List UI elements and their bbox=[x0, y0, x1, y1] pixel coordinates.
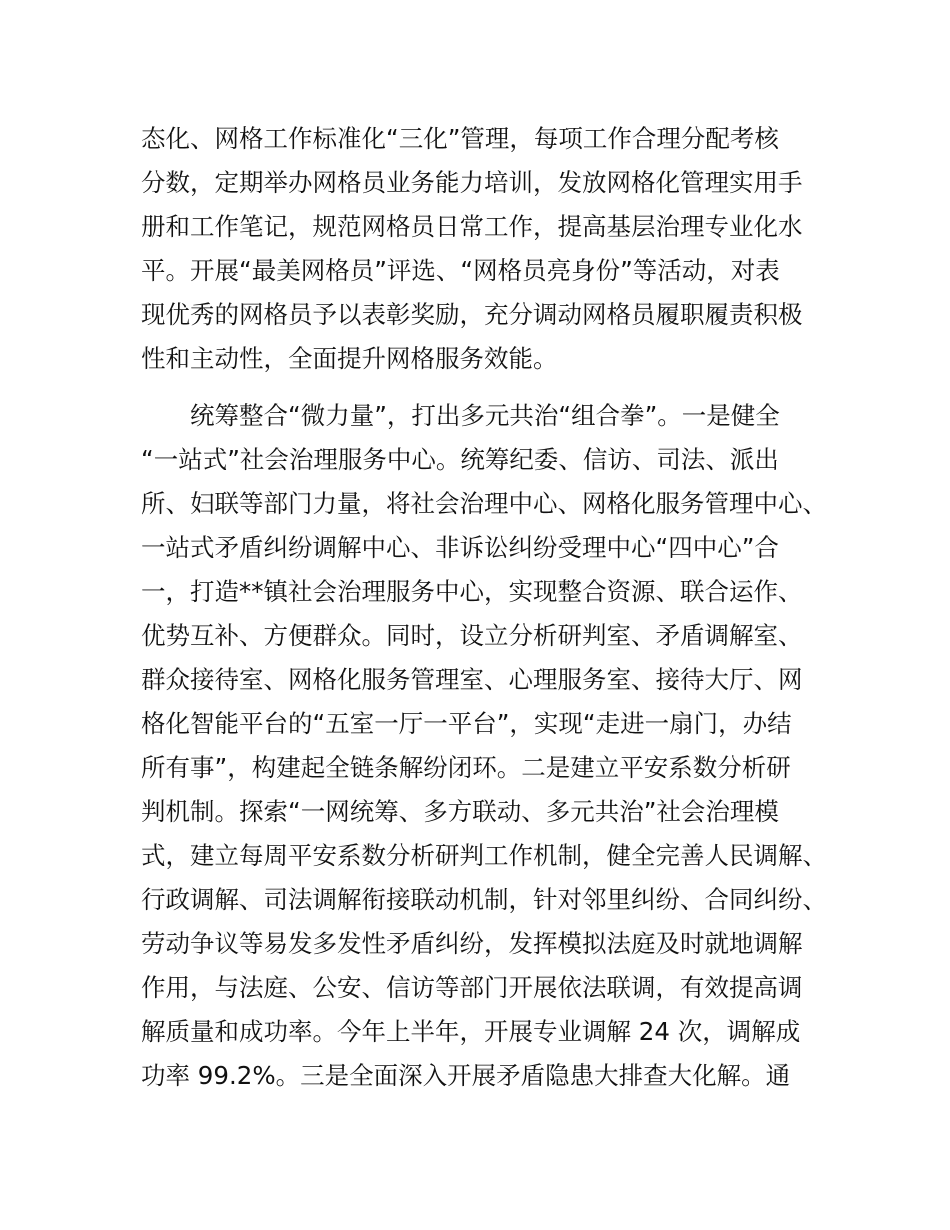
paragraph-co-governance bbox=[141, 394, 831, 1098]
text-line: “一站式”社会治理服务中心。统筹纪委、信访、司法、派出 bbox=[141, 445, 779, 474]
text-line: 态化、网格工作标准化“三化”管理，每项工作合理分配考核 bbox=[141, 124, 779, 153]
text-line: 功率 99.2%。三是全面深入开展矛盾隐患大排查大化解。通 bbox=[141, 1061, 791, 1090]
text-line: 平。开展“最美网格员”评选、“网格员亮身份”等活动，对表 bbox=[141, 256, 780, 285]
text-line: 一，打造**镇社会治理服务中心，实现整合资源、联合运作、 bbox=[141, 577, 803, 606]
text-line: 群众接待室、网格化服务管理室、心理服务室、接待大厅、网 bbox=[141, 665, 803, 694]
text-line: 优势互补、方便群众。同时，设立分析研判室、矛盾调解室、 bbox=[141, 621, 803, 650]
text-line: 劳动争议等易发多发性矛盾纠纷，发挥模拟法庭及时就地调解 bbox=[141, 929, 803, 958]
text-line: 册和工作笔记，规范网格员日常工作，提高基层治理专业化水 bbox=[141, 212, 803, 241]
text-line: 判机制。探索“一网统筹、多方联动、多元共治”社会治理模 bbox=[141, 797, 779, 826]
text-line: 格化智能平台的“五室一厅一平台”，实现“走进一扇门，办结 bbox=[141, 709, 792, 738]
text-line: 分数，定期举办网格员业务能力培训，发放网格化管理实用手 bbox=[141, 168, 803, 197]
text-line-indented: 统筹整合“微力量”，打出多元共治“组合拳”。一是健全 bbox=[190, 401, 780, 430]
text-line: 行政调解、司法调解衔接联动机制，针对邻里纠纷、合同纠纷、 bbox=[141, 885, 827, 914]
text-line: 式，建立每周平安系数分析研判工作机制，健全完善人民调解、 bbox=[141, 841, 827, 870]
text-line: 一站式矛盾纠纷调解中心、非诉讼纠纷受理中心“四中心”合 bbox=[141, 533, 779, 562]
text-line: 解质量和成功率。今年上半年，开展专业调解 24 次，调解成 bbox=[141, 1017, 801, 1046]
paragraph-grid-management bbox=[141, 117, 831, 381]
text-line: 作用，与法庭、公安、信访等部门开展依法联调，有效提高调 bbox=[141, 973, 803, 1002]
paragraph-spacer bbox=[141, 381, 831, 394]
text-line: 所有事”，构建起全链条解纷闭环。二是建立平安系数分析研 bbox=[141, 753, 791, 782]
text-line: 性和主动性，全面提升网格服务效能。 bbox=[141, 344, 558, 373]
text-line: 现优秀的网格员予以表彰奖励，充分调动网格员履职履责积极 bbox=[141, 300, 803, 329]
document-page bbox=[141, 117, 831, 1098]
text-line: 所、妇联等部门力量，将社会治理中心、网格化服务管理中心、 bbox=[141, 489, 827, 518]
